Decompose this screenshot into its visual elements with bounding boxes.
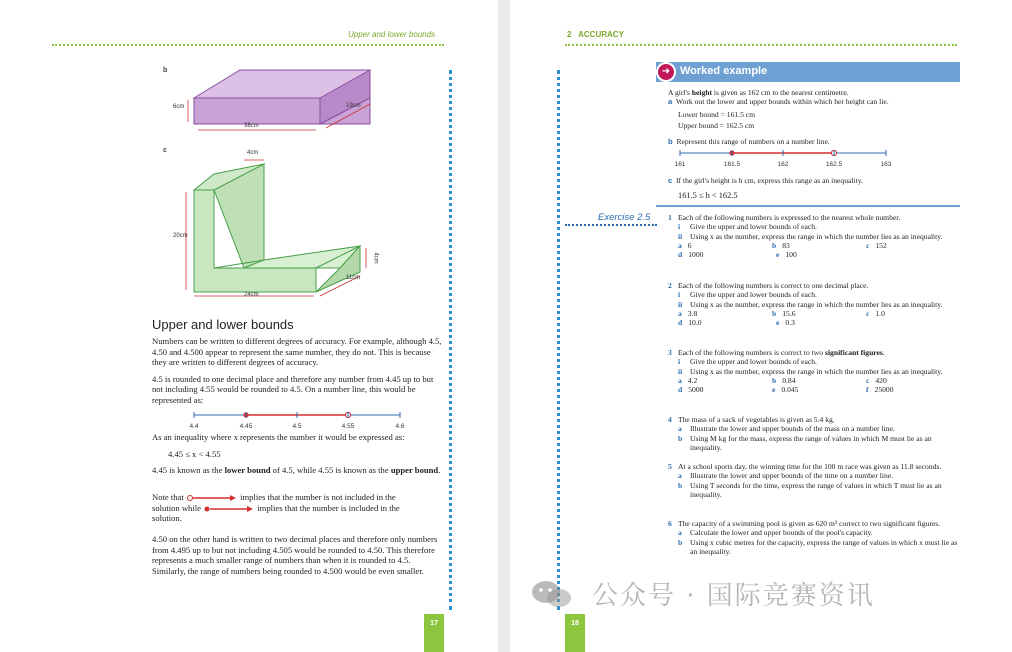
we-lower: Lower bound = 161.5 cm [678, 110, 756, 119]
we-part-c: c If the girl's height is h cm, express this range as an inequality. [668, 176, 863, 185]
number-line-label: 4.5 [292, 423, 302, 430]
left-body-2 [152, 432, 444, 482]
number-line-label: 4.4 [189, 423, 199, 430]
question-1: 1 Each of the following numbers is expressed to the nearest whole number. i Give the upper and lower bounds of each. ii Using x as the number, express the range in which the number lies as an inequality. a 6 b 83 c 152 d 1000 e 100 [668, 213, 943, 260]
paragraph: 4.50 on the other hand is written to two decimal places and therefore only numbers from 4.495 up to but not including 4.505 would be rounded to 4.50. This therefore represents a much smaller range of numbers than when it is rounded to 4.5. Similarly, the range of numbers being rounded to 4.500 would be even smaller. [152, 534, 438, 576]
paragraph: As an inequality where x represents the number it would be expressed as: [152, 432, 405, 442]
paragraph-bounds: 4.45 is known as the lower bound of 4.5, while 4.55 is known as the upper bound. [152, 465, 441, 475]
paragraph: Numbers can be written to different degrees of accuracy. For example, although 4.5, 4.50 and 4.500 appear to represent the same number, they do not. This is because they are written to different degrees of accuracy. [152, 336, 442, 367]
arrow-right-icon: ➜ [656, 62, 676, 82]
question-6: 6 The capacity of a swimming pool is given as 620 m³ correct to two significant figures. a Calculate the lower and upper bounds of the pool's capacity. b Using x cubic metres for the capacity, express the range of values in which x must lie as an inequality. [668, 519, 958, 556]
we-part-a: a Work out the lower and upper bounds within which her height can lie. [668, 97, 889, 106]
figure-label-b: b [163, 67, 168, 74]
question-4: 4 The mass of a sack of vegetables is given as 5.4 kg. a Illustrate the lower and upper bounds of the mass on a number line. b Using M kg for the mass, express the range of values in which M must lie as an inequality. [668, 415, 932, 452]
dim-length-c: 24cm [244, 292, 259, 298]
dim-length-b: 38cm [244, 123, 259, 129]
number-line-label: 162.5 [825, 161, 843, 168]
exercise-title: Exercise 2.5 [598, 212, 651, 223]
chapter-header: 2 ACCURACY [567, 30, 624, 39]
left-page [0, 0, 498, 652]
figure-label-c: c [163, 147, 167, 154]
inequality: 4.45 ≤ x < 4.55 [168, 448, 221, 459]
wechat-logo-icon [530, 578, 574, 610]
question-5: 5 At a school sports day, the winning time for the 100 m race was given as 11.8 seconds. a Illustrate the lower and upper bounds of the time on a number line. b Using T seconds for the time, express the range of values in which T must lie as an inequality. [668, 462, 942, 499]
header-rule [52, 44, 444, 46]
open-circle-arrow-icon [186, 494, 238, 502]
worked-example-rule [656, 205, 960, 207]
margin-dots [449, 70, 452, 610]
we-answer-c: 161.5 ≤ h < 162.5 [678, 191, 738, 200]
page-number: 17 [424, 614, 444, 652]
running-header: Upper and lower bounds [348, 30, 436, 39]
we-part-b: b Represent this range of numbers on a number line. [668, 137, 830, 146]
header-rule [565, 44, 957, 46]
cuboid-diagram [170, 64, 390, 139]
dim-depth-c: 11cm [346, 275, 361, 281]
number-line-label: 162 [777, 161, 789, 168]
right-page [510, 0, 1012, 652]
we-intro: A girl's height is given as 162 cm to the nearest centimetre. [668, 88, 849, 97]
number-line-label: 163 [880, 161, 892, 168]
filled-circle-arrow-icon [203, 505, 255, 513]
number-line-label: 4.55 [341, 423, 355, 430]
left-body-3 [152, 534, 444, 582]
dim-depth-b: 19cm [346, 103, 361, 109]
dim-height-b: 6cm [173, 104, 185, 110]
dim-top-c: 4cm [247, 150, 259, 156]
exercise-dots [565, 224, 657, 226]
question-3: 3 Each of the following numbers is correct to two significant figures. i Give the upper and lower bounds of each. ii Using x as the number, express the range in which the number lies as an inequality. a 4.2 b 0.84 c 420 d 5000 e 0.045 f 25000 [668, 348, 943, 395]
page-number: 18 [565, 614, 585, 652]
number-line-label: 4.45 [239, 423, 253, 430]
note-block: Note that implies that the number is not included in the solution while implies that the number is included in the solution. [152, 492, 400, 523]
number-line-label: 161.5 [723, 161, 741, 168]
worked-example-banner: Worked example [656, 62, 960, 82]
dim-height-c: 20cm [173, 233, 188, 239]
number-line-label: 4.6 [395, 423, 405, 430]
section-title: Upper and lower bounds [152, 317, 294, 332]
number-line-label: 161 [674, 161, 686, 168]
number-line-4-5 [190, 410, 410, 432]
we-upper: Upper bound = 162.5 cm [678, 121, 755, 130]
number-line-162 [676, 148, 896, 170]
paragraph: 4.5 is rounded to one decimal place and therefore any number from 4.45 up to but not including 4.55 would be rounded to 4.5. On a number line, this would be represented as: [152, 373, 434, 405]
watermark-text: 公众号 · 国际竞赛资讯 [592, 581, 875, 611]
question-2: 2 Each of the following numbers is correct to one decimal place. i Give the upper and lower bounds of each. ii Using x as the number, express the range in which the number lies as an inequality. a 3.8 b 15.6 c 1.0 d 10.0 e 0.3 [668, 281, 943, 328]
dim-step-c: 4cm [372, 252, 379, 264]
left-body [152, 336, 444, 411]
margin-dots [557, 70, 560, 610]
